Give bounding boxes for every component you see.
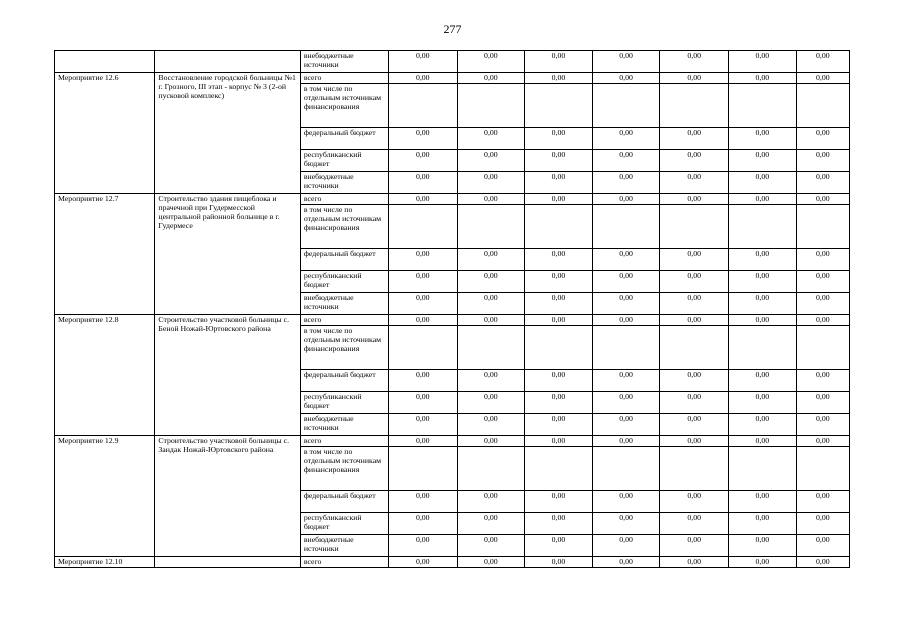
value-cell: 0,00	[592, 293, 660, 315]
value-cell: 0,00	[796, 194, 849, 205]
value-cell: 0,00	[729, 293, 797, 315]
value-cell	[388, 447, 457, 491]
value-cell	[457, 326, 525, 370]
value-cell: 0,00	[660, 51, 729, 73]
value-cell	[592, 447, 660, 491]
value-cell: 0,00	[592, 128, 660, 150]
value-cell	[660, 205, 729, 249]
source-cell: федеральный бюджет	[300, 128, 388, 150]
value-cell: 0,00	[525, 194, 593, 205]
value-cell: 0,00	[457, 392, 525, 414]
value-cell: 0,00	[796, 491, 849, 513]
value-cell: 0,00	[796, 51, 849, 73]
value-cell: 0,00	[388, 491, 457, 513]
value-cell: 0,00	[457, 249, 525, 271]
value-cell	[796, 84, 849, 128]
value-cell: 0,00	[388, 249, 457, 271]
value-cell: 0,00	[525, 249, 593, 271]
value-cell: 0,00	[796, 513, 849, 535]
measure-name-cell	[155, 557, 300, 568]
value-cell: 0,00	[592, 436, 660, 447]
value-cell: 0,00	[388, 293, 457, 315]
value-cell: 0,00	[592, 73, 660, 84]
value-cell	[729, 84, 797, 128]
source-cell: внебюджетные источники	[300, 414, 388, 436]
value-cell: 0,00	[660, 128, 729, 150]
value-cell: 0,00	[457, 535, 525, 557]
value-cell: 0,00	[457, 194, 525, 205]
source-cell: всего	[300, 73, 388, 84]
source-cell: всего	[300, 436, 388, 447]
value-cell: 0,00	[729, 535, 797, 557]
value-cell: 0,00	[729, 370, 797, 392]
value-cell: 0,00	[388, 535, 457, 557]
value-cell: 0,00	[660, 73, 729, 84]
value-cell: 0,00	[525, 436, 593, 447]
source-cell: федеральный бюджет	[300, 491, 388, 513]
source-cell: республиканский бюджет	[300, 150, 388, 172]
value-cell	[796, 447, 849, 491]
value-cell: 0,00	[457, 172, 525, 194]
table-row	[55, 73, 850, 84]
value-cell: 0,00	[729, 51, 797, 73]
value-cell: 0,00	[525, 535, 593, 557]
value-cell: 0,00	[729, 194, 797, 205]
value-cell	[388, 326, 457, 370]
source-cell: всего	[300, 194, 388, 205]
source-cell: в том числе по отдельным источникам финансирования	[300, 84, 388, 128]
measure-name-cell: Строительство участковой больницы с. Беной Ножай-Юртовского района	[155, 315, 300, 436]
value-cell: 0,00	[660, 172, 729, 194]
value-cell	[457, 84, 525, 128]
source-cell: внебюджетные источники	[300, 293, 388, 315]
measure-id-cell: Мероприятие 12.7	[55, 194, 155, 315]
value-cell: 0,00	[457, 370, 525, 392]
value-cell	[729, 326, 797, 370]
value-cell: 0,00	[388, 51, 457, 73]
value-cell	[660, 326, 729, 370]
value-cell: 0,00	[388, 172, 457, 194]
table-row	[55, 51, 850, 73]
source-cell: в том числе по отдельным источникам финансирования	[300, 447, 388, 491]
measure-id-cell	[55, 51, 155, 73]
value-cell: 0,00	[525, 513, 593, 535]
value-cell: 0,00	[796, 315, 849, 326]
value-cell: 0,00	[796, 392, 849, 414]
value-cell	[525, 84, 593, 128]
value-cell: 0,00	[796, 150, 849, 172]
value-cell: 0,00	[660, 370, 729, 392]
value-cell: 0,00	[457, 150, 525, 172]
value-cell: 0,00	[388, 271, 457, 293]
value-cell: 0,00	[796, 172, 849, 194]
value-cell	[660, 84, 729, 128]
table-body	[55, 51, 850, 568]
value-cell: 0,00	[592, 414, 660, 436]
value-cell: 0,00	[388, 557, 457, 568]
value-cell: 0,00	[388, 150, 457, 172]
value-cell: 0,00	[388, 315, 457, 326]
value-cell	[525, 326, 593, 370]
value-cell: 0,00	[525, 557, 593, 568]
value-cell: 0,00	[729, 414, 797, 436]
source-cell: внебюджетные источники	[300, 172, 388, 194]
value-cell: 0,00	[660, 392, 729, 414]
value-cell: 0,00	[457, 557, 525, 568]
value-cell: 0,00	[592, 315, 660, 326]
value-cell: 0,00	[525, 150, 593, 172]
value-cell: 0,00	[592, 51, 660, 73]
value-cell: 0,00	[592, 535, 660, 557]
source-cell: республиканский бюджет	[300, 392, 388, 414]
value-cell: 0,00	[796, 293, 849, 315]
table-row	[55, 436, 850, 447]
value-cell: 0,00	[729, 491, 797, 513]
value-cell: 0,00	[457, 293, 525, 315]
source-cell: федеральный бюджет	[300, 249, 388, 271]
budget-table	[54, 50, 850, 568]
table-row	[55, 557, 850, 568]
value-cell	[457, 447, 525, 491]
value-cell: 0,00	[729, 150, 797, 172]
value-cell	[388, 205, 457, 249]
source-cell: в том числе по отдельным источникам финансирования	[300, 205, 388, 249]
value-cell: 0,00	[592, 392, 660, 414]
source-cell: всего	[300, 315, 388, 326]
source-cell: внебюджетные источники	[300, 51, 388, 73]
value-cell: 0,00	[592, 249, 660, 271]
value-cell: 0,00	[388, 414, 457, 436]
value-cell: 0,00	[457, 414, 525, 436]
value-cell: 0,00	[525, 51, 593, 73]
value-cell: 0,00	[660, 557, 729, 568]
table-row	[55, 194, 850, 205]
value-cell: 0,00	[796, 370, 849, 392]
value-cell: 0,00	[525, 172, 593, 194]
table-row	[55, 315, 850, 326]
value-cell: 0,00	[729, 128, 797, 150]
value-cell: 0,00	[660, 436, 729, 447]
value-cell: 0,00	[729, 271, 797, 293]
value-cell: 0,00	[525, 370, 593, 392]
measure-name-cell	[155, 51, 300, 73]
value-cell: 0,00	[796, 271, 849, 293]
source-cell: республиканский бюджет	[300, 271, 388, 293]
value-cell: 0,00	[525, 315, 593, 326]
value-cell: 0,00	[525, 271, 593, 293]
value-cell	[796, 326, 849, 370]
measure-name-cell: Строительство здания пищеблока и прачечной при Гудермесской центральной районной больнице в г. Гудермесе	[155, 194, 300, 315]
value-cell: 0,00	[457, 73, 525, 84]
value-cell: 0,00	[796, 557, 849, 568]
value-cell: 0,00	[796, 414, 849, 436]
value-cell: 0,00	[388, 194, 457, 205]
page-number: 277	[443, 22, 462, 36]
value-cell: 0,00	[796, 249, 849, 271]
measure-id-cell: Мероприятие 12.8	[55, 315, 155, 436]
value-cell: 0,00	[457, 128, 525, 150]
value-cell: 0,00	[592, 513, 660, 535]
value-cell: 0,00	[729, 249, 797, 271]
value-cell: 0,00	[388, 513, 457, 535]
value-cell	[388, 84, 457, 128]
value-cell: 0,00	[592, 150, 660, 172]
value-cell: 0,00	[660, 535, 729, 557]
value-cell	[729, 447, 797, 491]
value-cell	[592, 326, 660, 370]
value-cell: 0,00	[457, 315, 525, 326]
value-cell: 0,00	[457, 513, 525, 535]
value-cell: 0,00	[457, 436, 525, 447]
value-cell	[796, 205, 849, 249]
value-cell: 0,00	[388, 392, 457, 414]
value-cell: 0,00	[525, 491, 593, 513]
value-cell: 0,00	[729, 73, 797, 84]
value-cell: 0,00	[457, 51, 525, 73]
value-cell: 0,00	[525, 293, 593, 315]
value-cell: 0,00	[660, 293, 729, 315]
value-cell: 0,00	[592, 194, 660, 205]
measure-name-cell: Строительство участковой больницы с. Зандак Ножай-Юртовского района	[155, 436, 300, 557]
value-cell	[592, 205, 660, 249]
value-cell: 0,00	[729, 436, 797, 447]
value-cell: 0,00	[660, 315, 729, 326]
source-cell: республиканский бюджет	[300, 513, 388, 535]
value-cell: 0,00	[388, 128, 457, 150]
value-cell	[729, 205, 797, 249]
value-cell: 0,00	[592, 271, 660, 293]
value-cell: 0,00	[525, 128, 593, 150]
value-cell: 0,00	[660, 271, 729, 293]
value-cell: 0,00	[388, 73, 457, 84]
value-cell: 0,00	[729, 392, 797, 414]
value-cell: 0,00	[796, 128, 849, 150]
measure-id-cell: Мероприятие 12.6	[55, 73, 155, 194]
source-cell: в том числе по отдельным источникам финансирования	[300, 326, 388, 370]
value-cell: 0,00	[388, 370, 457, 392]
value-cell: 0,00	[592, 557, 660, 568]
value-cell: 0,00	[796, 73, 849, 84]
value-cell	[660, 447, 729, 491]
value-cell: 0,00	[525, 73, 593, 84]
source-cell: федеральный бюджет	[300, 370, 388, 392]
value-cell: 0,00	[729, 315, 797, 326]
value-cell: 0,00	[525, 414, 593, 436]
value-cell: 0,00	[660, 491, 729, 513]
value-cell: 0,00	[729, 557, 797, 568]
value-cell: 0,00	[592, 370, 660, 392]
value-cell: 0,00	[457, 271, 525, 293]
value-cell	[457, 205, 525, 249]
value-cell: 0,00	[388, 436, 457, 447]
value-cell: 0,00	[660, 194, 729, 205]
value-cell	[525, 205, 593, 249]
value-cell: 0,00	[660, 513, 729, 535]
value-cell	[525, 447, 593, 491]
measure-id-cell: Мероприятие 12.10	[55, 557, 155, 568]
value-cell: 0,00	[729, 513, 797, 535]
value-cell: 0,00	[457, 491, 525, 513]
value-cell: 0,00	[660, 150, 729, 172]
value-cell: 0,00	[796, 535, 849, 557]
source-cell: всего	[300, 557, 388, 568]
value-cell	[592, 84, 660, 128]
value-cell: 0,00	[525, 392, 593, 414]
measure-id-cell: Мероприятие 12.9	[55, 436, 155, 557]
value-cell: 0,00	[729, 172, 797, 194]
value-cell: 0,00	[592, 172, 660, 194]
source-cell: внебюджетные источники	[300, 535, 388, 557]
value-cell: 0,00	[660, 249, 729, 271]
measure-name-cell: Восстановление городской больницы №1 г. Грозного, III этап - корпус № 3 (2-ой пусковой комплекс)	[155, 73, 300, 194]
value-cell: 0,00	[660, 414, 729, 436]
value-cell: 0,00	[592, 491, 660, 513]
value-cell: 0,00	[796, 436, 849, 447]
